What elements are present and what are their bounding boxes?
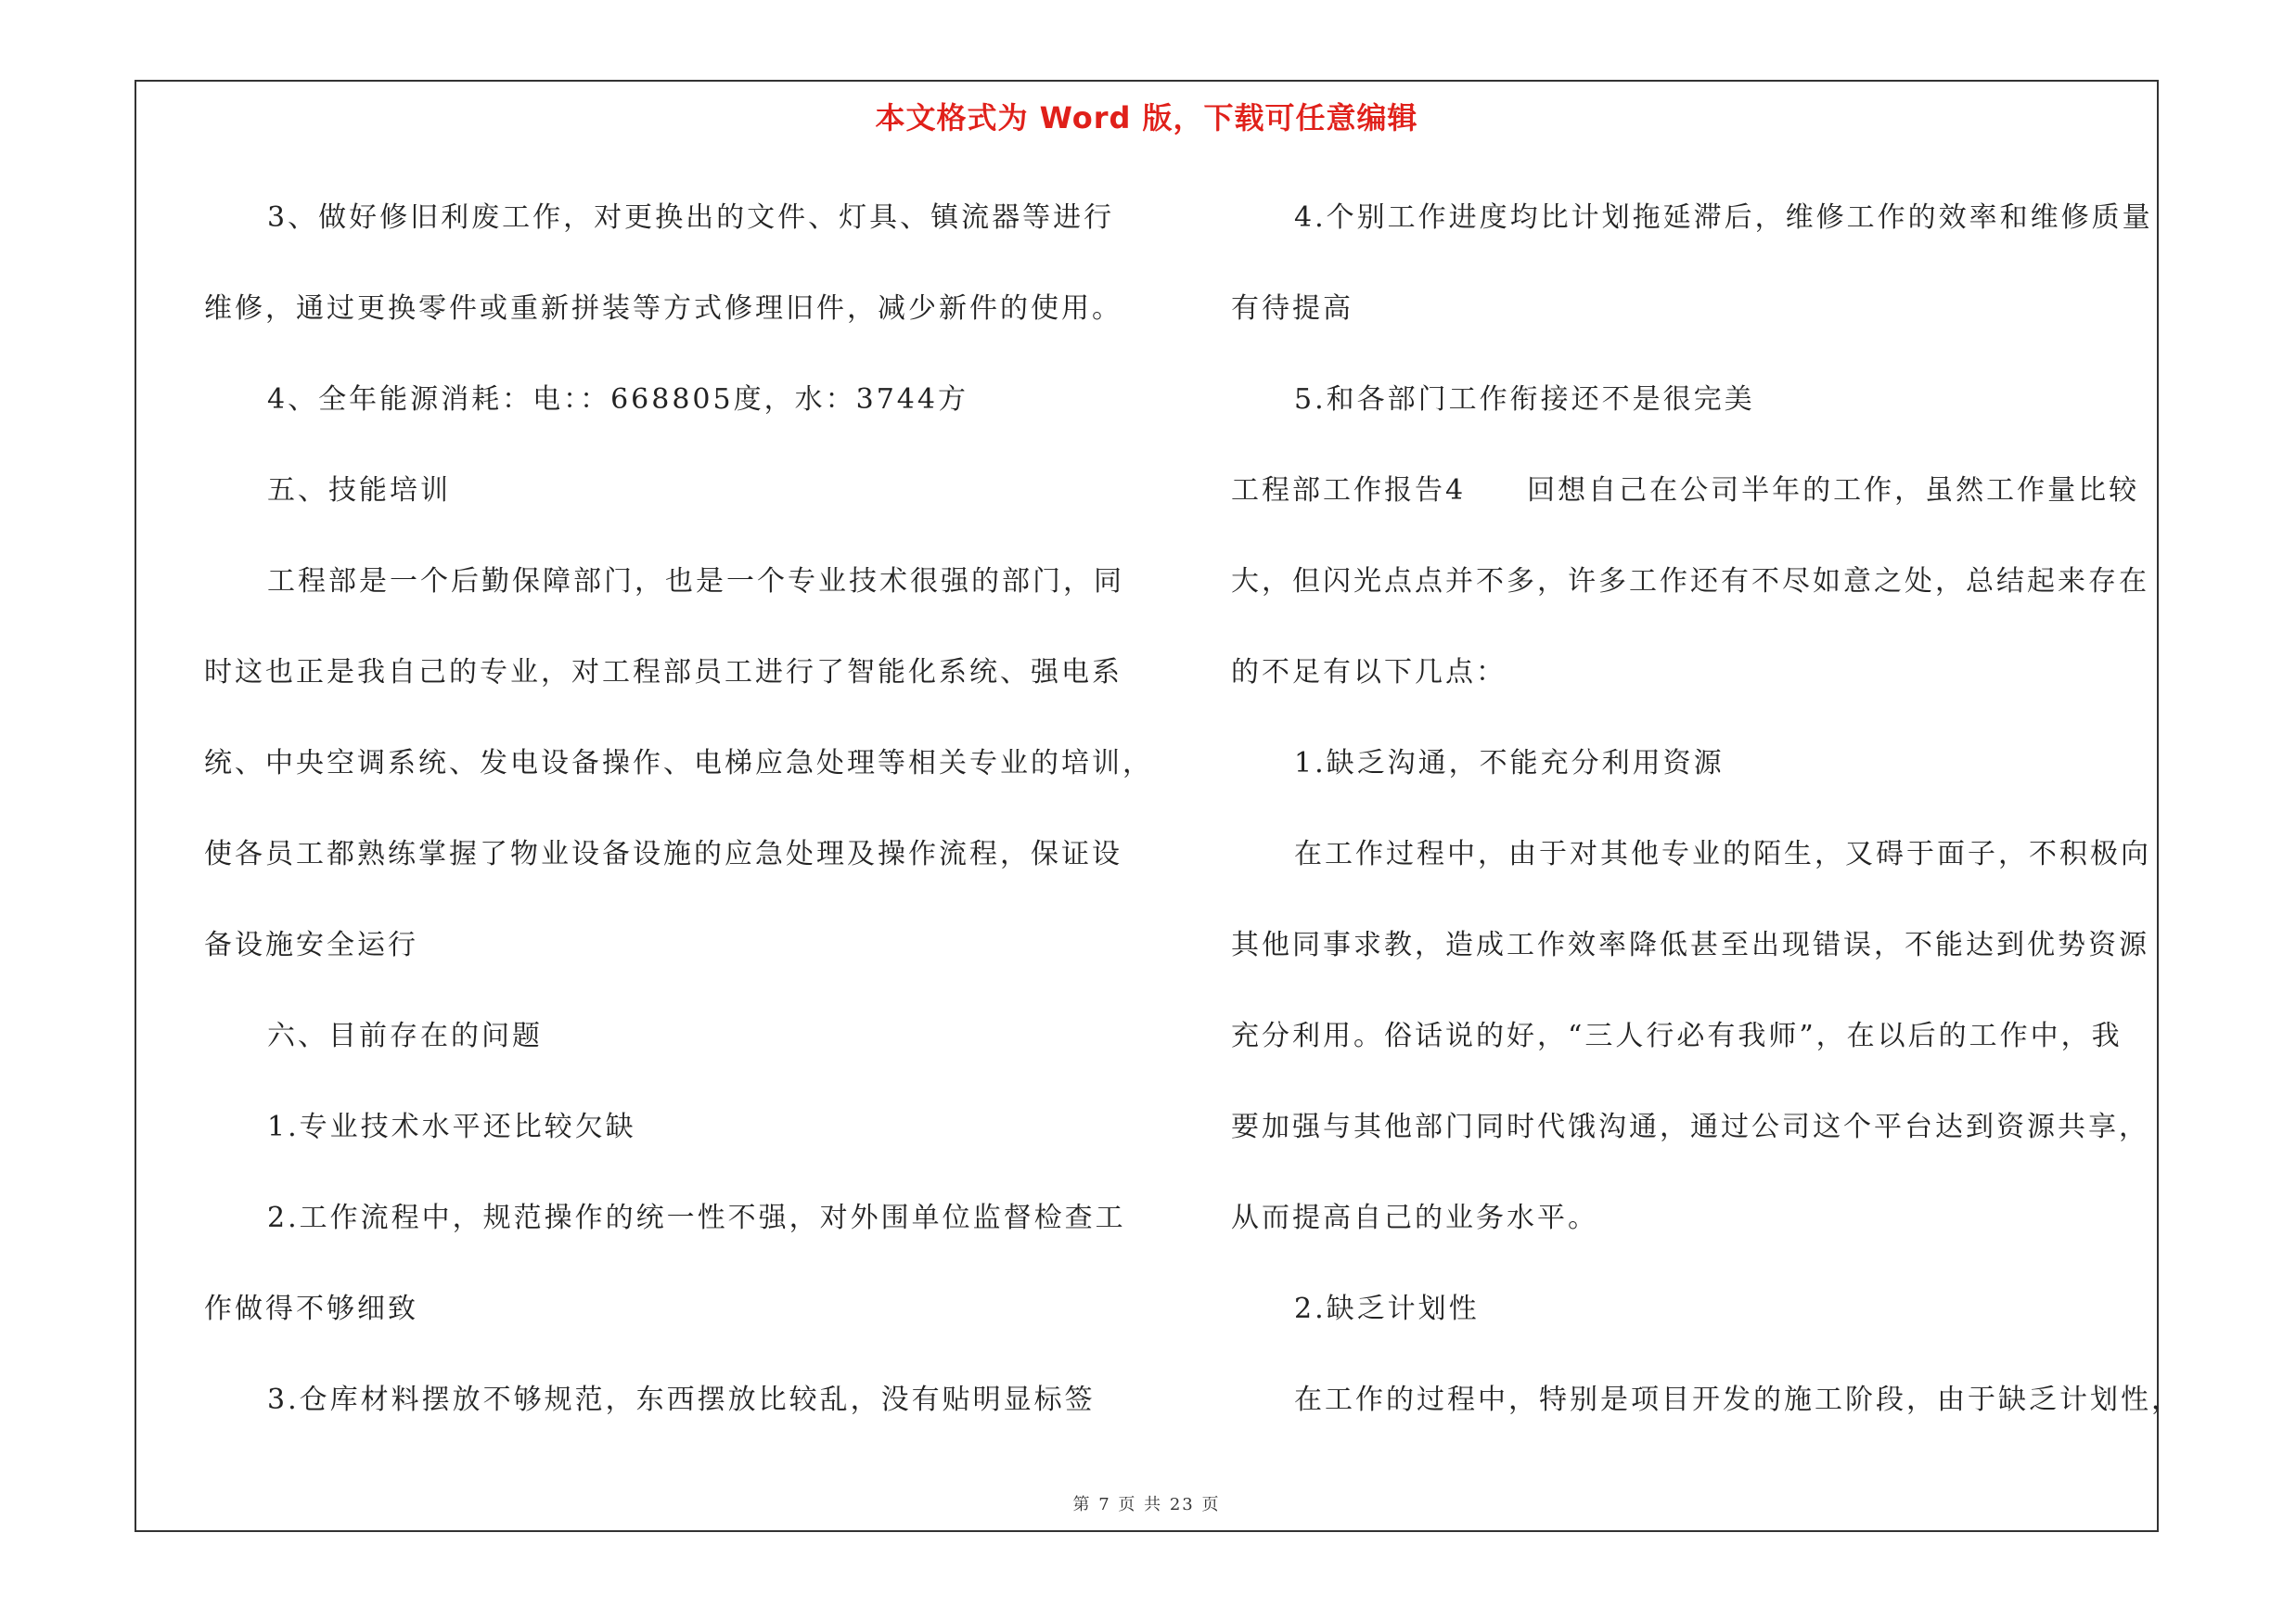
paragraph-line: 大，但闪光点点并不多，许多工作还有不尽如意之处，总结起来存在	[1231, 565, 2149, 598]
paragraph-line: 充分利用。俗话说的好，“三人行必有我师”，在以后的工作中，我	[1231, 1020, 2123, 1052]
list-item: 5.和各部门工作衔接还不是很完美	[1294, 383, 1755, 416]
paragraph-line: 在工作的过程中，特别是项目开发的施工阶段，由于缺乏计划性，	[1294, 1384, 2182, 1416]
left-column	[204, 173, 1153, 1446]
paragraph-line: 有待提高	[1231, 292, 1353, 325]
section-heading: 六、目前存在的问题	[267, 1020, 543, 1052]
paragraph-line: 统、中央空调系统、发电设备操作、电梯应急处理等相关专业的培训，	[204, 747, 1153, 779]
section-heading: 五、技能培训	[267, 474, 451, 507]
list-item: 1.缺乏沟通，不能充分利用资源	[1294, 747, 1725, 779]
paragraph-line: 4、全年能源消耗：电：：668805度，水：3744方	[267, 383, 968, 416]
paragraph-line: 3、做好修旧利废工作，对更换出的文件、灯具、镇流器等进行	[267, 201, 1115, 234]
list-item: 2.缺乏计划性	[1294, 1293, 1480, 1325]
list-item: 3.仓库材料摆放不够规范，东西摆放比较乱，没有贴明显标签	[267, 1384, 1096, 1416]
paragraph-line: 其他同事求教，造成工作效率降低甚至出现错误，不能达到优势资源	[1231, 929, 2149, 961]
header-banner: 本文格式为 Word 版，下载可任意编辑	[875, 100, 1418, 135]
paragraph-line: 时这也正是我自己的专业，对工程部员工进行了智能化系统、强电系	[204, 656, 1122, 689]
paragraph-line: 从而提高自己的业务水平。	[1231, 1202, 1598, 1234]
paragraph-line: 在工作过程中，由于对其他专业的陌生，又碍于面子，不积极向	[1294, 838, 2151, 870]
page-number-footer: 第 7 页 共 23 页	[1072, 1495, 1221, 1514]
list-item: 4.个别工作进度均比计划拖延滞后，维修工作的效率和维修质量	[1294, 201, 2153, 234]
paragraph-line: 工程部是一个后勤保障部门，也是一个专业技术很强的部门，同	[267, 565, 1124, 598]
paragraph-line: 维修，通过更换零件或重新拼装等方式修理旧件，减少新件的使用。	[204, 292, 1122, 325]
right-column	[1231, 173, 2182, 1446]
paragraph-line: 作做得不够细致	[204, 1293, 418, 1325]
page-frame	[135, 80, 2182, 1532]
list-item: 1.专业技术水平还比较欠缺	[267, 1111, 636, 1143]
paragraph-line: 备设施安全运行	[204, 929, 418, 961]
paragraph-line: 要加强与其他部门同时代饿沟通，通过公司这个平台达到资源共享，	[1231, 1111, 2149, 1143]
report-title-line: 工程部工作报告4 回想自己在公司半年的工作，虽然工作量比较	[1231, 474, 2140, 507]
paragraph-line: 使各员工都熟练掌握了物业设备设施的应急处理及操作流程，保证设	[204, 838, 1122, 870]
paragraph-line: 的不足有以下几点：	[1231, 656, 1507, 689]
list-item: 2.工作流程中，规范操作的统一性不强，对外围单位监督检查工	[267, 1202, 1126, 1234]
